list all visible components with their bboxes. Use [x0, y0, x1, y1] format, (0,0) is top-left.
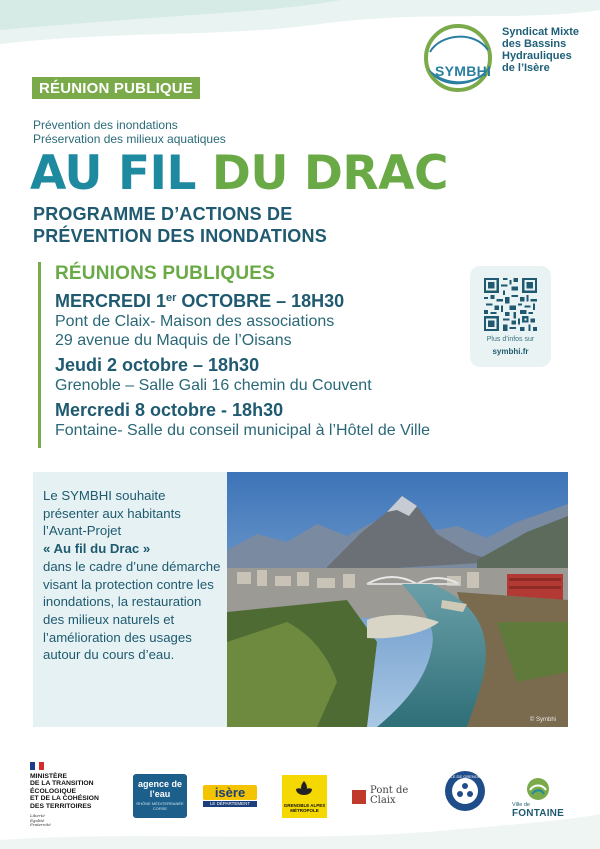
ville-grenoble-logo [444, 770, 486, 812]
event-1-date: MERCREDI 1er OCTOBRE – 18H30 [55, 291, 345, 311]
drac-river-photo [227, 472, 568, 727]
subtitle-line-1: Prévention des inondations [33, 118, 178, 132]
website-link[interactable]: symbhi.fr [492, 347, 529, 356]
fontaine-prefix: Ville de [512, 802, 530, 808]
agence-eau-logo [133, 774, 187, 818]
agence-eau-name: agence de l’eau [137, 779, 183, 799]
description-intro: Le SYMBHI souhaite présenter aux habitants l’Avant-Projet [43, 488, 181, 539]
grenoble-metropole-name: GRENOBLE ALPES MÉTROPOLE [283, 803, 326, 813]
subtitle [33, 118, 226, 146]
symbhi-logo-word: SYMBHI [435, 63, 492, 79]
event-3-place: Fontaine- Salle du conseil municipal à l’Hôtel de Ville [55, 422, 431, 439]
landscape-illustration [227, 472, 568, 727]
pont-claix-square-icon [352, 790, 366, 804]
events-heading: RÉUNIONS PUBLIQUES [55, 263, 276, 284]
reunion-publique-badge: RÉUNION PUBLIQUE [32, 77, 200, 99]
description-body: dans le cadre d’une démarche visant la protection contre les inondations, la restauration des milieux naturels et l’amélioration des usages autour du cours d’eau. [43, 558, 221, 663]
event-3-date: Mercredi 8 octobre - 18h30 [55, 400, 284, 420]
metropole-flower-icon [282, 775, 327, 803]
event-2-place: Grenoble – Salle Gali 16 chemin du Couvent [55, 377, 372, 394]
title-part-1: AU FIL [30, 146, 212, 201]
fontaine-logo [508, 776, 568, 822]
fontaine-name: FONTAINE [512, 808, 564, 819]
ministere-name: MINISTÈRE DE LA TRANSITION ÉCOLOGIQUE ET DE LA COHÉSION DES TERRITOIRES [30, 773, 99, 810]
grenoble-metropole-logo [282, 775, 327, 818]
program-line-2: PRÉVENTION DES INONDATIONS [33, 226, 327, 246]
isere-name: isère [203, 785, 257, 800]
ministere-motto: Liberté Égalité Fraternité [30, 813, 51, 827]
ville-grenoble-seal-icon [444, 770, 486, 812]
page-title [30, 146, 448, 202]
description-panel [33, 472, 227, 727]
program-title [33, 203, 327, 247]
qr-code-icon[interactable] [484, 278, 537, 331]
events-list [38, 262, 458, 448]
photo-credit: © Symbhi [529, 717, 556, 723]
project-name: « Au fil du Drac » [43, 541, 151, 557]
agence-eau-sub: RHÔNE MÉDITERRANÉE CORSE [136, 801, 184, 811]
symbhi-logo [422, 22, 592, 94]
fontaine-droplet-icon [508, 776, 568, 802]
subtitle-line-2: Préservation des milieux aquatiques [33, 132, 226, 146]
pont-de-claix-logo [352, 786, 417, 808]
pont-de-claix-name: Pont de Claix [370, 785, 409, 806]
isere-sub: LE DÉPARTEMENT [203, 801, 257, 807]
ville-grenoble-text: VILLE DE GRENOBLE [444, 774, 486, 779]
french-flag-icon [30, 762, 44, 770]
qr-caption: Plus d’infos sur [486, 336, 535, 343]
event-2-date: Jeudi 2 octobre – 18h30 [55, 355, 260, 375]
program-line-1: PROGRAMME D’ACTIONS DE [33, 204, 293, 224]
isere-logo [203, 785, 257, 807]
description-text [43, 487, 223, 664]
title-part-2: DU DRAC [211, 146, 448, 201]
qr-card[interactable] [470, 266, 551, 367]
symbhi-logo-mark [422, 22, 494, 94]
partners-footer [0, 758, 600, 828]
symbhi-logo-tagline: Syndicat Mixte des Bassins Hydrauliques de l’Isère [502, 26, 580, 74]
ministere-logo [30, 762, 120, 827]
event-1-place: Pont de Claix- Maison des associations [55, 313, 335, 330]
event-1-address: 29 avenue du Maquis de l’Oisans [55, 332, 292, 349]
